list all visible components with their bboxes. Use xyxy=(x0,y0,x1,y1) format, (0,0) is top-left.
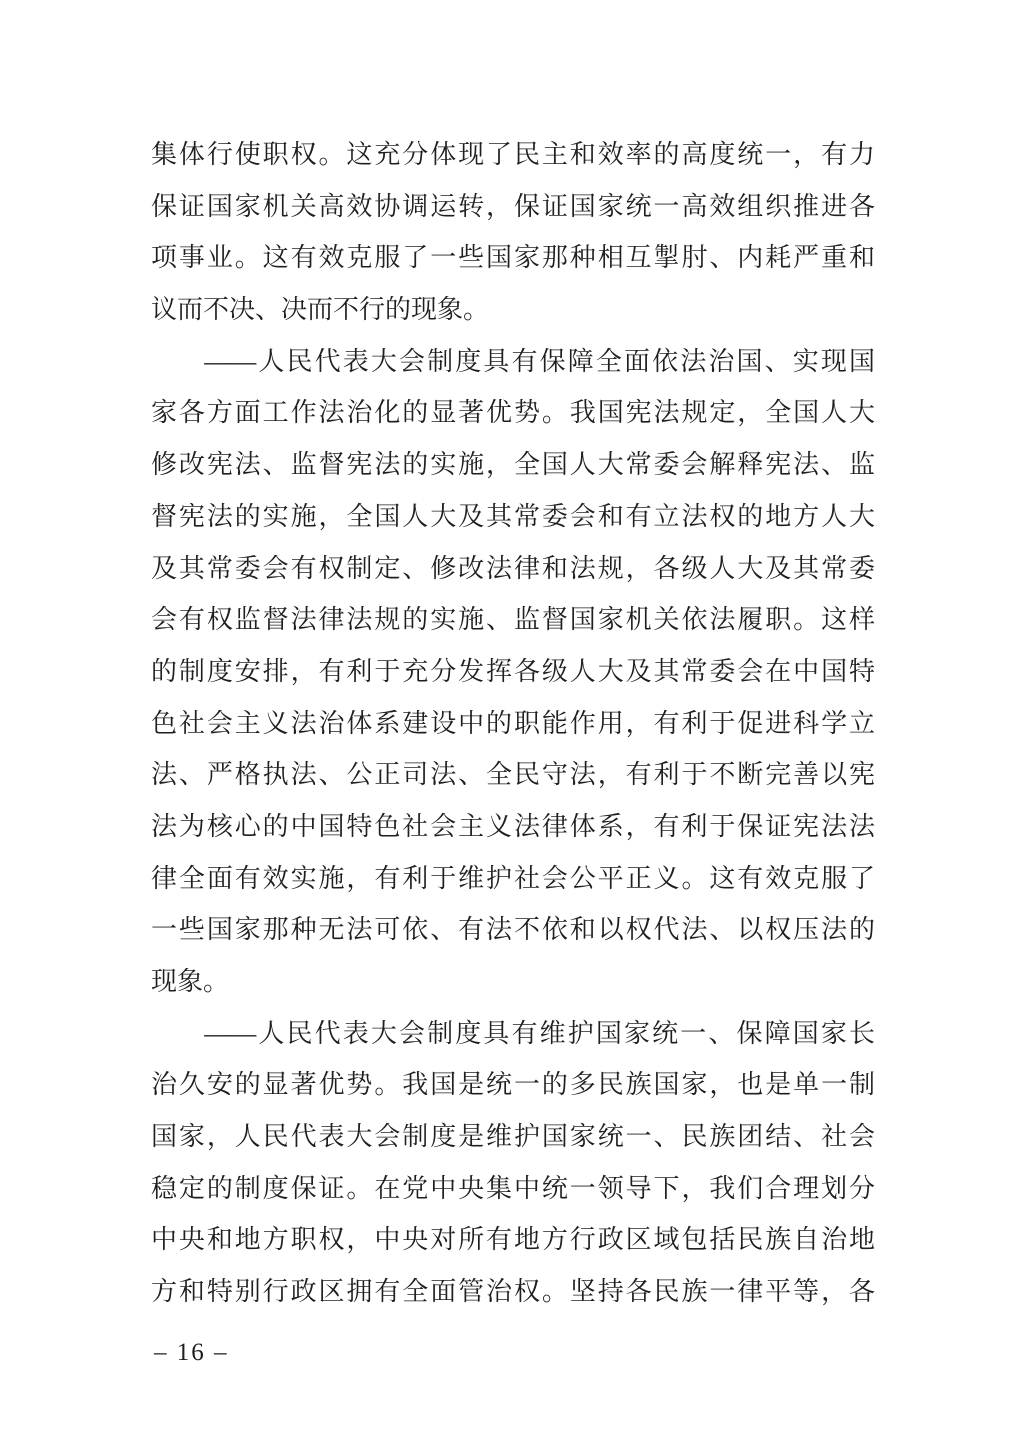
text-line: 项事业。这有效克服了一些国家那种相互掣肘、内耗严重和 xyxy=(151,243,875,273)
page-number: – 16 – xyxy=(154,1339,229,1366)
text-line-paragraph-start: ——人民代表大会制度具有维护国家统一、保障国家长 xyxy=(204,1018,875,1048)
text-line: 国家，人民代表大会制度是维护国家统一、民族团结、社会 xyxy=(151,1122,875,1152)
text-line: 色社会主义法治体系建设中的职能作用，有利于促进科学立 xyxy=(151,708,875,738)
text-line-paragraph-start: ——人民代表大会制度具有保障全面依法治国、实现国 xyxy=(204,346,875,376)
text-line: 稳定的制度保证。在党中央集中统一领导下，我们合理划分 xyxy=(151,1173,875,1203)
text-line: 及其常委会有权制定、修改法律和法规，各级人大及其常委 xyxy=(151,553,875,583)
text-line: 会有权监督法律法规的实施、监督国家机关依法履职。这样 xyxy=(151,605,875,635)
document-body-text xyxy=(151,129,875,1318)
text-line: 律全面有效实施，有利于维护社会公平正义。这有效克服了 xyxy=(151,863,875,893)
text-line: 法为核心的中国特色社会主义法律体系，有利于保证宪法法 xyxy=(151,811,875,841)
text-line: 一些国家那种无法可依、有法不依和以权代法、以权压法的 xyxy=(151,915,875,945)
text-line: 的制度安排，有利于充分发挥各级人大及其常委会在中国特 xyxy=(151,656,875,686)
text-line: 集体行使职权。这充分体现了民主和效率的高度统一，有力 xyxy=(151,140,875,169)
text-line: 法、严格执法、公正司法、全民守法，有利于不断完善以宪 xyxy=(151,760,875,790)
text-line: 中央和地方职权，中央对所有地方行政区域包括民族自治地 xyxy=(151,1225,875,1255)
text-line: 修改宪法、监督宪法的实施，全国人大常委会解释宪法、监 xyxy=(151,450,875,480)
text-line: 方和特别行政区拥有全面管治权。坚持各民族一律平等，各 xyxy=(151,1277,875,1307)
text-line-paragraph-end: 现象。 xyxy=(151,967,230,996)
text-line: 督宪法的实施，全国人大及其常委会和有立法权的地方人大 xyxy=(151,501,875,531)
text-line: 治久安的显著优势。我国是统一的多民族国家，也是单一制 xyxy=(151,1070,875,1100)
text-line-paragraph-end: 议而不决、决而不行的现象。 xyxy=(151,295,490,325)
text-line: 保证国家机关高效协调运转，保证国家统一高效组织推进各 xyxy=(151,191,875,221)
text-line: 家各方面工作法治化的显著优势。我国宪法规定，全国人大 xyxy=(151,398,875,428)
